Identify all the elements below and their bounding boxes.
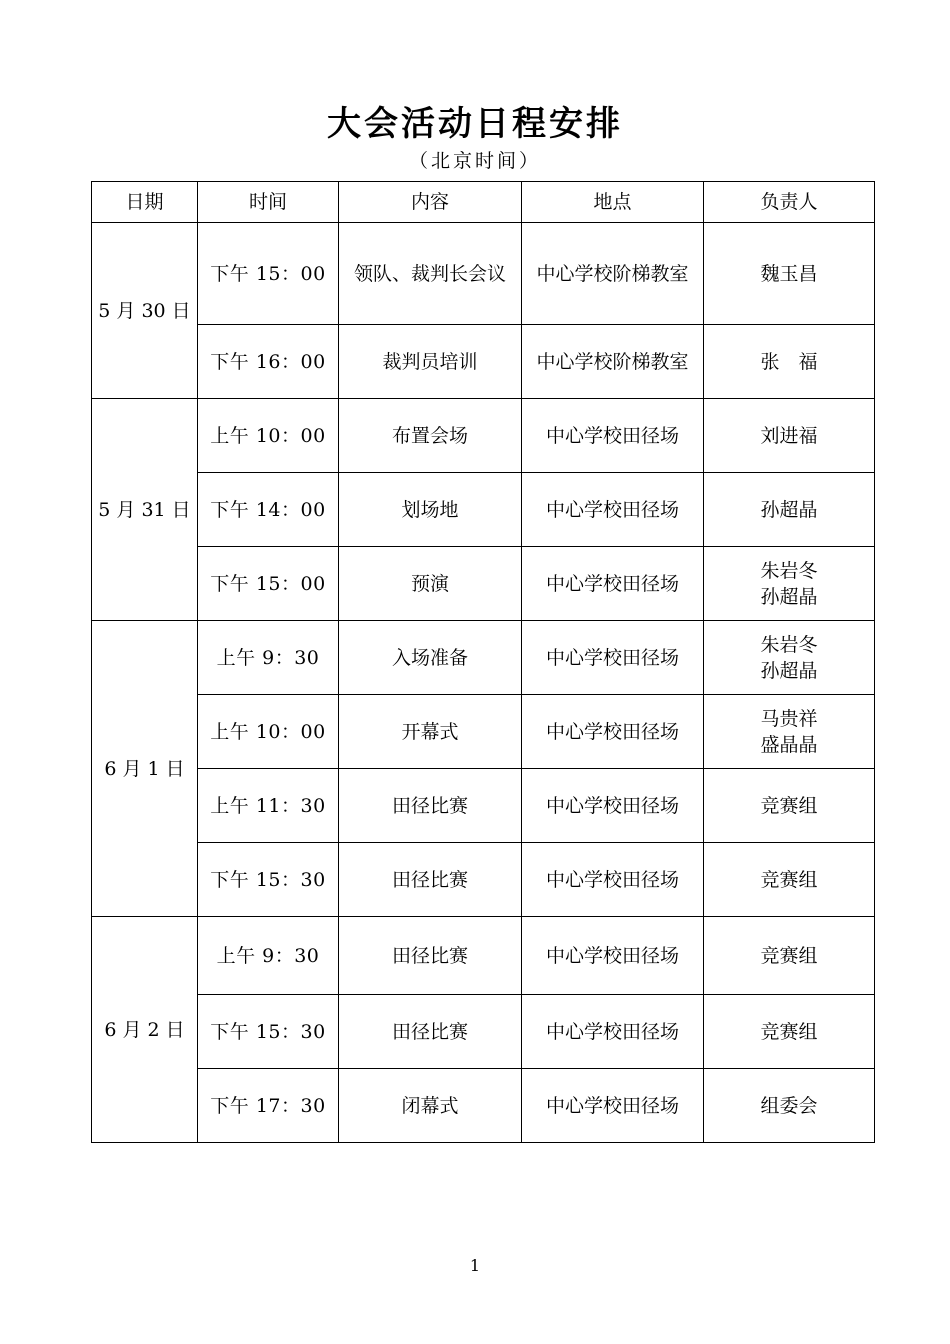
person-cell (704, 995, 875, 1069)
person-cell (704, 223, 875, 325)
person-name: 朱岩冬 (760, 633, 818, 656)
content-cell: 田径比赛 (339, 843, 522, 917)
content-cell: 开幕式 (339, 695, 522, 769)
person-name: 竞赛组 (760, 794, 818, 817)
time-cell: 上午 9：30 (198, 621, 339, 695)
person-name: 竞赛组 (760, 1020, 818, 1043)
content-cell: 领队、裁判长会议 (339, 223, 522, 325)
table-row (92, 473, 875, 547)
date-cell: 6 月 2 日 (92, 917, 198, 1143)
person-cell (704, 917, 875, 995)
content-cell: 布置会场 (339, 399, 522, 473)
location-cell: 中心学校田径场 (522, 473, 704, 547)
time-cell: 下午 14：00 (198, 473, 339, 547)
location-cell: 中心学校田径场 (522, 695, 704, 769)
location-cell: 中心学校田径场 (522, 1069, 704, 1143)
location-cell: 中心学校田径场 (522, 621, 704, 695)
time-cell: 下午 15：00 (198, 547, 339, 621)
person-name: 朱岩冬 (760, 559, 818, 582)
location-cell: 中心学校田径场 (522, 399, 704, 473)
table-row (92, 621, 875, 695)
date-cell: 5 月 31 日 (92, 399, 198, 621)
time-cell: 下午 16：00 (198, 325, 339, 399)
location-cell: 中心学校田径场 (522, 843, 704, 917)
table-row (92, 223, 875, 325)
person-name: 张 福 (760, 350, 818, 373)
location-cell: 中心学校阶梯教室 (522, 223, 704, 325)
person-name: 刘进福 (760, 424, 818, 447)
content-cell: 裁判员培训 (339, 325, 522, 399)
person-cell (704, 325, 875, 399)
person-name: 盛晶晶 (760, 733, 818, 756)
person-name: 组委会 (760, 1094, 818, 1117)
person-cell (704, 399, 875, 473)
location-cell: 中心学校田径场 (522, 917, 704, 995)
person-cell (704, 621, 875, 695)
table-row (92, 1069, 875, 1143)
content-cell: 预演 (339, 547, 522, 621)
content-cell: 入场准备 (339, 621, 522, 695)
document-title: 大会活动日程安排 (327, 104, 623, 144)
person-name: 魏玉昌 (760, 262, 818, 285)
person-cell (704, 769, 875, 843)
person-cell (704, 843, 875, 917)
header-time: 时间 (198, 182, 339, 223)
content-cell: 田径比赛 (339, 917, 522, 995)
table-row (92, 917, 875, 995)
time-cell: 下午 15：00 (198, 223, 339, 325)
document-subtitle: （北京时间） (408, 150, 541, 172)
person-name: 马贵祥 (760, 707, 818, 730)
table-row (92, 399, 875, 473)
person-name: 孙超晶 (760, 659, 818, 682)
header-person: 负责人 (704, 182, 875, 223)
table-row (92, 325, 875, 399)
schedule-table (91, 181, 875, 1143)
time-cell: 上午 10：00 (198, 399, 339, 473)
table-row (92, 843, 875, 917)
page-number: 1 (469, 1256, 481, 1275)
time-cell: 上午 9：30 (198, 917, 339, 995)
header-date: 日期 (92, 182, 198, 223)
person-name: 竞赛组 (760, 944, 818, 967)
location-cell: 中心学校田径场 (522, 547, 704, 621)
date-cell: 6 月 1 日 (92, 621, 198, 917)
person-cell (704, 547, 875, 621)
table-row (92, 995, 875, 1069)
content-cell: 田径比赛 (339, 995, 522, 1069)
header-content: 内容 (339, 182, 522, 223)
content-cell: 闭幕式 (339, 1069, 522, 1143)
time-cell: 上午 10：00 (198, 695, 339, 769)
time-cell: 下午 15：30 (198, 995, 339, 1069)
location-cell: 中心学校田径场 (522, 769, 704, 843)
table-row (92, 695, 875, 769)
date-cell: 5 月 30 日 (92, 223, 198, 399)
person-name: 孙超晶 (760, 498, 818, 521)
time-cell: 下午 15：30 (198, 843, 339, 917)
person-name: 竞赛组 (760, 868, 818, 891)
person-cell (704, 1069, 875, 1143)
time-cell: 上午 11：30 (198, 769, 339, 843)
content-cell: 田径比赛 (339, 769, 522, 843)
person-name: 孙超晶 (760, 585, 818, 608)
person-cell (704, 695, 875, 769)
table-row (92, 769, 875, 843)
table-body (92, 223, 875, 1143)
location-cell: 中心学校阶梯教室 (522, 325, 704, 399)
table-row (92, 547, 875, 621)
time-cell: 下午 17：30 (198, 1069, 339, 1143)
table-header-row (92, 182, 875, 223)
header-location: 地点 (522, 182, 704, 223)
content-cell: 划场地 (339, 473, 522, 547)
person-cell (704, 473, 875, 547)
location-cell: 中心学校田径场 (522, 995, 704, 1069)
